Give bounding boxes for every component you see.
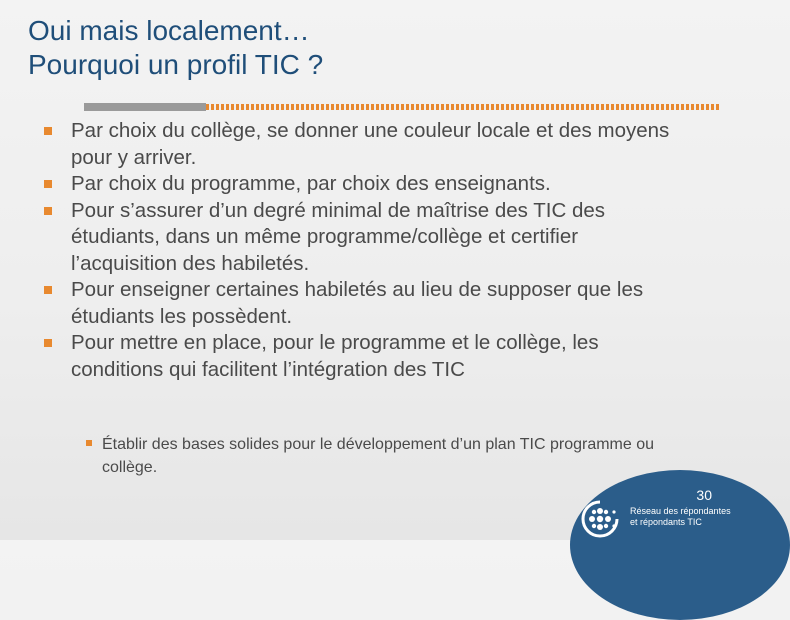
- bullet-marker: [44, 286, 52, 294]
- logo-line-2: et répondants TIC: [630, 517, 702, 527]
- page-number: 30: [696, 487, 712, 503]
- bullet-text: Pour s’assurer d’un degré minimal de maîtrise des TIC des étudiants, dans un même programme/collège et certifier l’acquisition des habiletés.: [71, 198, 605, 275]
- corner-decoration: [570, 470, 790, 620]
- bullet-text: Pour mettre en place, pour le programme et le collège, les conditions qui facilitent l’intégration des TIC: [71, 331, 599, 381]
- sub-bullet-marker: [86, 440, 92, 446]
- title-rule-dotted: [206, 104, 720, 110]
- bullet-text: Pour enseigner certaines habiletés au lieu de supposer que les étudiants les possèdent.: [71, 278, 644, 328]
- sub-bullet-text: Établir des bases solides pour le développement d’un plan TIC programme ou collège.: [102, 436, 655, 476]
- bullet-item: [44, 198, 684, 278]
- organization-logo: [574, 500, 731, 536]
- network-dots-icon: [574, 500, 626, 536]
- bullet-text: Par choix du collège, se donner une couleur locale et des moyens pour y arriver.: [71, 119, 670, 169]
- bullet-marker: [44, 180, 52, 188]
- bullet-marker: [44, 207, 52, 215]
- logo-text: [630, 506, 731, 528]
- logo-line-1: Réseau des répondantes: [630, 506, 731, 516]
- title-rule-solid: [84, 103, 206, 111]
- bullet-list: [44, 118, 684, 383]
- bullet-item: [44, 330, 684, 383]
- title-line-2: Pourquoi un profil TIC ?: [28, 49, 324, 80]
- bullet-item: [44, 118, 684, 171]
- bullet-text: Par choix du programme, par choix des enseignants.: [71, 172, 551, 195]
- title-line-1: Oui mais localement…: [28, 15, 310, 46]
- slide-title: [28, 14, 688, 82]
- bullet-item: [44, 171, 684, 198]
- sub-bullet-item: [86, 433, 702, 479]
- bullet-item: [44, 277, 684, 330]
- bullet-marker: [44, 339, 52, 347]
- bullet-marker: [44, 127, 52, 135]
